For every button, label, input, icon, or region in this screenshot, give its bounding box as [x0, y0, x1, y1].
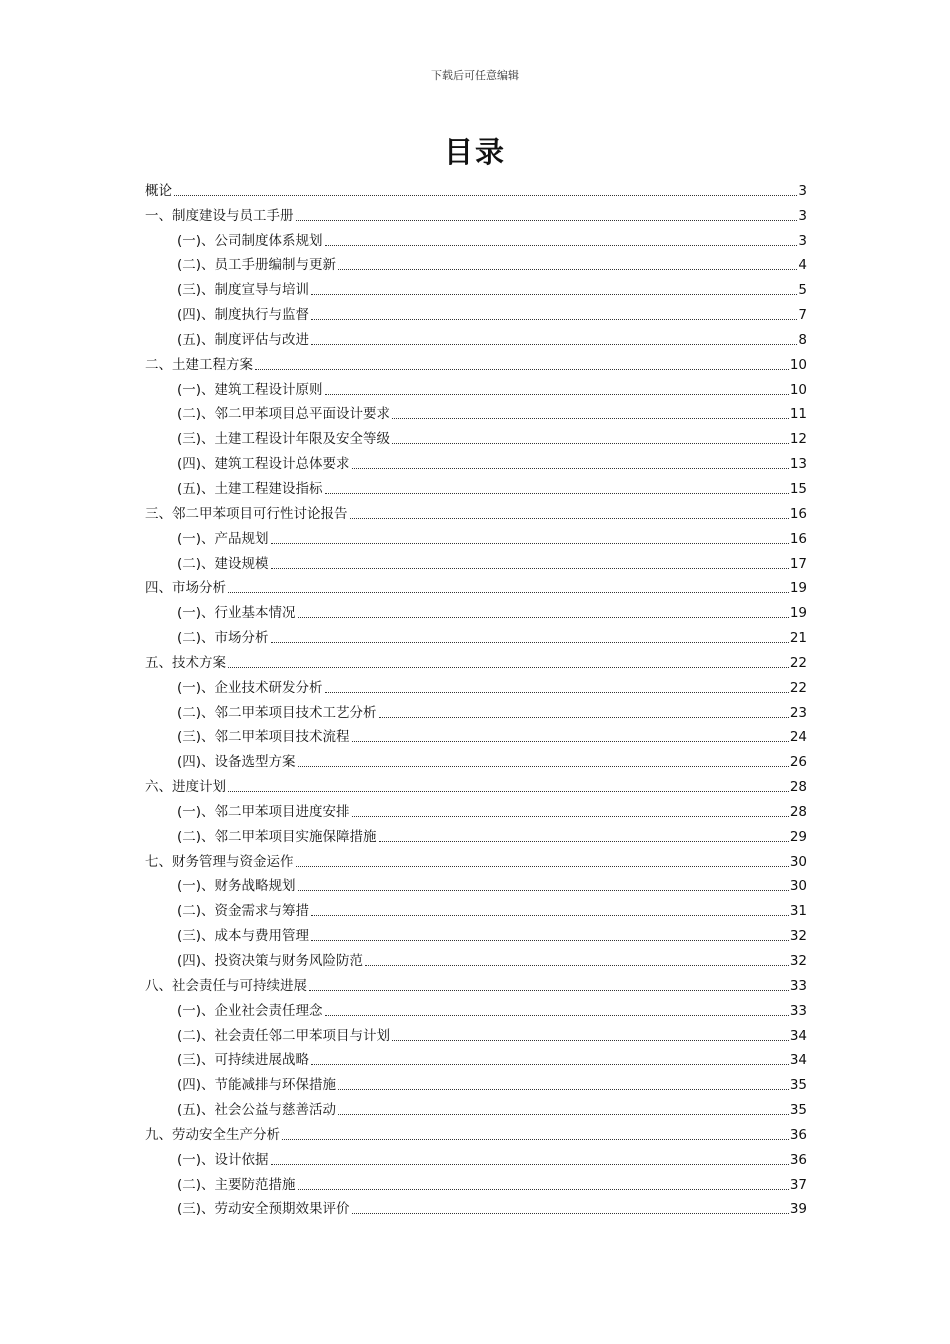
toc-entry-page: 7 — [798, 307, 807, 324]
toc-dot-leader — [228, 592, 789, 593]
toc-entry-page: 31 — [789, 903, 807, 920]
toc-entry[interactable] — [145, 324, 807, 349]
toc-entry-text: (二)、建设规模 — [177, 555, 269, 572]
toc-entry-text: 七、财务管理与资金运作 — [145, 853, 294, 870]
toc-dot-leader — [298, 890, 789, 891]
toc-entry-page: 11 — [789, 406, 807, 423]
toc-dot-leader — [392, 418, 789, 419]
toc-dot-leader — [298, 617, 789, 618]
toc-dot-leader — [296, 220, 798, 221]
toc-dot-leader — [338, 269, 797, 270]
toc-entry-text: (二)、主要防范措施 — [177, 1176, 296, 1193]
toc-entry-page: 28 — [789, 779, 807, 796]
toc-dot-leader — [325, 1015, 789, 1016]
toc-dot-leader — [379, 717, 789, 718]
toc-entry-page: 39 — [789, 1201, 807, 1218]
toc-dot-leader — [365, 965, 789, 966]
toc-entry[interactable] — [145, 1119, 807, 1144]
toc-entry[interactable] — [145, 1094, 807, 1119]
toc-entry-text: (三)、制度宣导与培训 — [177, 282, 310, 299]
toc-entry[interactable] — [145, 1169, 807, 1194]
toc-entry-text: (一)、企业技术研发分析 — [177, 679, 323, 696]
toc-entry[interactable] — [145, 871, 807, 896]
toc-entry-page: 5 — [798, 282, 807, 299]
toc-entry-page: 16 — [789, 530, 807, 547]
toc-entry-page: 4 — [798, 257, 807, 274]
toc-dot-leader — [392, 1040, 789, 1041]
toc-dot-leader — [311, 344, 797, 345]
toc-dot-leader — [338, 1089, 789, 1090]
toc-entry[interactable] — [145, 746, 807, 771]
toc-dot-leader — [311, 940, 789, 941]
toc-dot-leader — [282, 1139, 789, 1140]
toc-entry-text: (二)、市场分析 — [177, 630, 269, 647]
toc-dot-leader — [271, 1164, 789, 1165]
toc-dot-leader — [311, 319, 797, 320]
toc-entry-text: 六、进度计划 — [145, 779, 226, 796]
toc-dot-leader — [325, 245, 798, 246]
toc-entry-page: 33 — [789, 1002, 807, 1019]
toc-entry[interactable] — [145, 722, 807, 747]
toc-entry-text: (五)、制度评估与改进 — [177, 331, 310, 348]
toc-entry-page: 13 — [789, 456, 807, 473]
toc-entry-page: 3 — [798, 182, 807, 199]
toc-title: 目录 — [443, 135, 506, 169]
toc-dot-leader — [298, 1189, 789, 1190]
toc-entry-page: 21 — [789, 630, 807, 647]
toc-entry[interactable] — [145, 423, 807, 448]
toc-entry[interactable] — [145, 175, 807, 200]
toc-entry-text: 八、社会责任与可持续进展 — [145, 977, 307, 994]
toc-entry[interactable] — [145, 647, 807, 672]
toc-entry-page: 26 — [789, 754, 807, 771]
toc-dot-leader — [309, 990, 789, 991]
toc-entry-page: 3 — [798, 232, 807, 249]
toc-entry-text: (四)、投资决策与财务风险防范 — [177, 953, 364, 969]
toc-entry-text: (五)、社会公益与慈善活动 — [177, 1102, 337, 1119]
toc-entry[interactable] — [145, 1069, 807, 1094]
toc-entry-page: 29 — [789, 828, 807, 845]
toc-entry-page: 34 — [789, 1052, 807, 1069]
toc-entry[interactable] — [145, 299, 807, 324]
toc-dot-leader — [296, 866, 789, 867]
toc-entry-text: (四)、设备选型方案 — [177, 754, 296, 771]
toc-entry-page: 22 — [789, 679, 807, 696]
toc-entry-page: 10 — [789, 381, 807, 398]
toc-entry-text: (三)、邻二甲苯项目技术流程 — [177, 729, 350, 746]
toc-entry-text: (一)、邻二甲苯项目进度安排 — [177, 803, 350, 820]
toc-entry-page: 30 — [789, 853, 807, 870]
toc-entry-text: (三)、可持续进展战略 — [177, 1052, 310, 1069]
toc-entry[interactable] — [145, 225, 807, 250]
toc-entry-text: (一)、财务战略规划 — [177, 878, 296, 895]
toc-entry-page: 33 — [789, 977, 807, 994]
toc-entry-text: (一)、建筑工程设计原则 — [177, 381, 323, 398]
toc-entry[interactable] — [145, 895, 807, 920]
toc-entry-page: 22 — [789, 654, 807, 671]
toc-entry-text: (四)、建筑工程设计总体要求 — [177, 456, 350, 473]
toc-entry-text: (五)、土建工程建设指标 — [177, 480, 323, 497]
toc-entry-text: 九、劳动安全生产分析 — [145, 1126, 280, 1143]
toc-dot-leader — [228, 667, 789, 668]
toc-entry-text: 三、邻二甲苯项目可行性讨论报告 — [145, 505, 348, 522]
toc-entry-page: 28 — [789, 803, 807, 820]
toc-entry[interactable] — [145, 473, 807, 498]
toc-entry[interactable] — [145, 970, 807, 995]
toc-entry[interactable] — [145, 1045, 807, 1070]
toc-dot-leader — [379, 841, 789, 842]
toc-entry-page: 37 — [789, 1176, 807, 1193]
toc-dot-leader — [325, 394, 789, 395]
toc-entry-page: 34 — [789, 1027, 807, 1044]
toc-entry[interactable] — [145, 448, 807, 473]
toc-entry[interactable] — [145, 622, 807, 647]
toc-dot-leader — [350, 518, 789, 519]
toc-entry-text: (一)、公司制度体系规划 — [177, 232, 323, 249]
toc-entry-page: 32 — [789, 928, 807, 945]
toc-entry-text: (二)、社会责任邻二甲苯项目与计划 — [177, 1027, 391, 1044]
toc-dot-leader — [352, 741, 789, 742]
toc-entry[interactable] — [145, 672, 807, 697]
toc-dot-leader — [298, 766, 789, 767]
header-note: 下载后可任意编辑 — [431, 69, 519, 82]
toc-entry-page: 8 — [798, 331, 807, 348]
toc-entry[interactable] — [145, 771, 807, 796]
toc-dot-leader — [311, 1064, 789, 1065]
toc-dot-leader — [255, 369, 789, 370]
toc-entry[interactable] — [145, 523, 807, 548]
toc-entry-text: (二)、资金需求与筹措 — [177, 903, 310, 920]
toc-entry-text: (四)、节能减排与环保措施 — [177, 1077, 337, 1094]
toc-dot-leader — [352, 1213, 789, 1214]
toc-entry-page: 15 — [789, 480, 807, 497]
toc-entry-text: 五、技术方案 — [145, 654, 226, 671]
toc-dot-leader — [325, 493, 789, 494]
toc-entry[interactable] — [145, 399, 807, 424]
toc-entry-text: 二、土建工程方案 — [145, 356, 253, 373]
toc-dot-leader — [338, 1114, 789, 1115]
toc-entry-text: 四、市场分析 — [145, 580, 226, 597]
toc-entry[interactable] — [145, 821, 807, 846]
toc-entry[interactable] — [145, 945, 807, 970]
toc-entry[interactable] — [145, 597, 807, 622]
toc-entry[interactable] — [145, 200, 807, 225]
toc-entry[interactable] — [145, 274, 807, 299]
toc-dot-leader — [325, 692, 789, 693]
toc-dot-leader — [271, 543, 789, 544]
toc-dot-leader — [311, 915, 789, 916]
toc-dot-leader — [174, 195, 797, 196]
toc-entry-text: (二)、邻二甲苯项目总平面设计要求 — [177, 406, 391, 423]
toc-entry-page: 24 — [789, 729, 807, 746]
toc-entry-text: (二)、员工手册编制与更新 — [177, 257, 337, 274]
toc-entry-page: 35 — [789, 1102, 807, 1119]
toc-entry[interactable] — [145, 920, 807, 945]
toc-entry[interactable] — [145, 697, 807, 722]
toc-entry[interactable] — [145, 1144, 807, 1169]
toc-entry[interactable] — [145, 796, 807, 821]
toc-entry-page: 12 — [789, 431, 807, 448]
toc-dot-leader — [271, 642, 789, 643]
toc-entry-text: (一)、行业基本情况 — [177, 605, 296, 622]
toc-entry-page: 23 — [789, 704, 807, 721]
toc-entry[interactable] — [145, 846, 807, 871]
toc-entry[interactable] — [145, 1020, 807, 1045]
toc-entry-page: 36 — [789, 1126, 807, 1143]
toc-entry[interactable] — [145, 995, 807, 1020]
toc-entry-text: 概论 — [145, 182, 172, 199]
toc-entry[interactable] — [145, 349, 807, 374]
toc-dot-leader — [311, 294, 797, 295]
toc-entry-page: 30 — [789, 878, 807, 895]
toc-entry[interactable] — [145, 573, 807, 598]
toc-entry-page: 35 — [789, 1077, 807, 1094]
toc-entry-page: 16 — [789, 505, 807, 522]
toc-entry[interactable] — [145, 374, 807, 399]
toc-entry-page: 36 — [789, 1151, 807, 1168]
toc-entry-text: (三)、成本与费用管理 — [177, 928, 310, 945]
toc-entry-text: (一)、设计依据 — [177, 1151, 269, 1168]
toc-entry[interactable] — [145, 548, 807, 573]
toc-entry-page: 10 — [789, 356, 807, 373]
toc-entry-page: 17 — [789, 555, 807, 572]
toc-dot-leader — [352, 816, 789, 817]
table-of-contents — [145, 175, 807, 1218]
toc-entry-text: (四)、制度执行与监督 — [177, 307, 310, 324]
toc-entry-text: (一)、产品规划 — [177, 530, 269, 547]
toc-entry-text: (三)、劳动安全预期效果评价 — [177, 1201, 350, 1218]
toc-entry-text: (二)、邻二甲苯项目技术工艺分析 — [177, 704, 377, 721]
toc-entry-page: 32 — [789, 953, 807, 969]
toc-entry-text: (一)、企业社会责任理念 — [177, 1002, 323, 1019]
toc-entry-text: (三)、土建工程设计年限及安全等级 — [177, 431, 391, 448]
toc-entry-page: 19 — [789, 580, 807, 597]
toc-dot-leader — [228, 791, 789, 792]
toc-entry[interactable] — [145, 498, 807, 523]
toc-entry-page: 3 — [798, 207, 807, 224]
toc-dot-leader — [271, 568, 789, 569]
toc-entry-text: 一、制度建设与员工手册 — [145, 207, 294, 224]
toc-entry-page: 19 — [789, 605, 807, 622]
toc-entry-text: (二)、邻二甲苯项目实施保障措施 — [177, 828, 377, 845]
toc-dot-leader — [352, 468, 789, 469]
toc-entry[interactable] — [145, 1194, 807, 1219]
toc-dot-leader — [392, 443, 789, 444]
toc-entry[interactable] — [145, 250, 807, 275]
